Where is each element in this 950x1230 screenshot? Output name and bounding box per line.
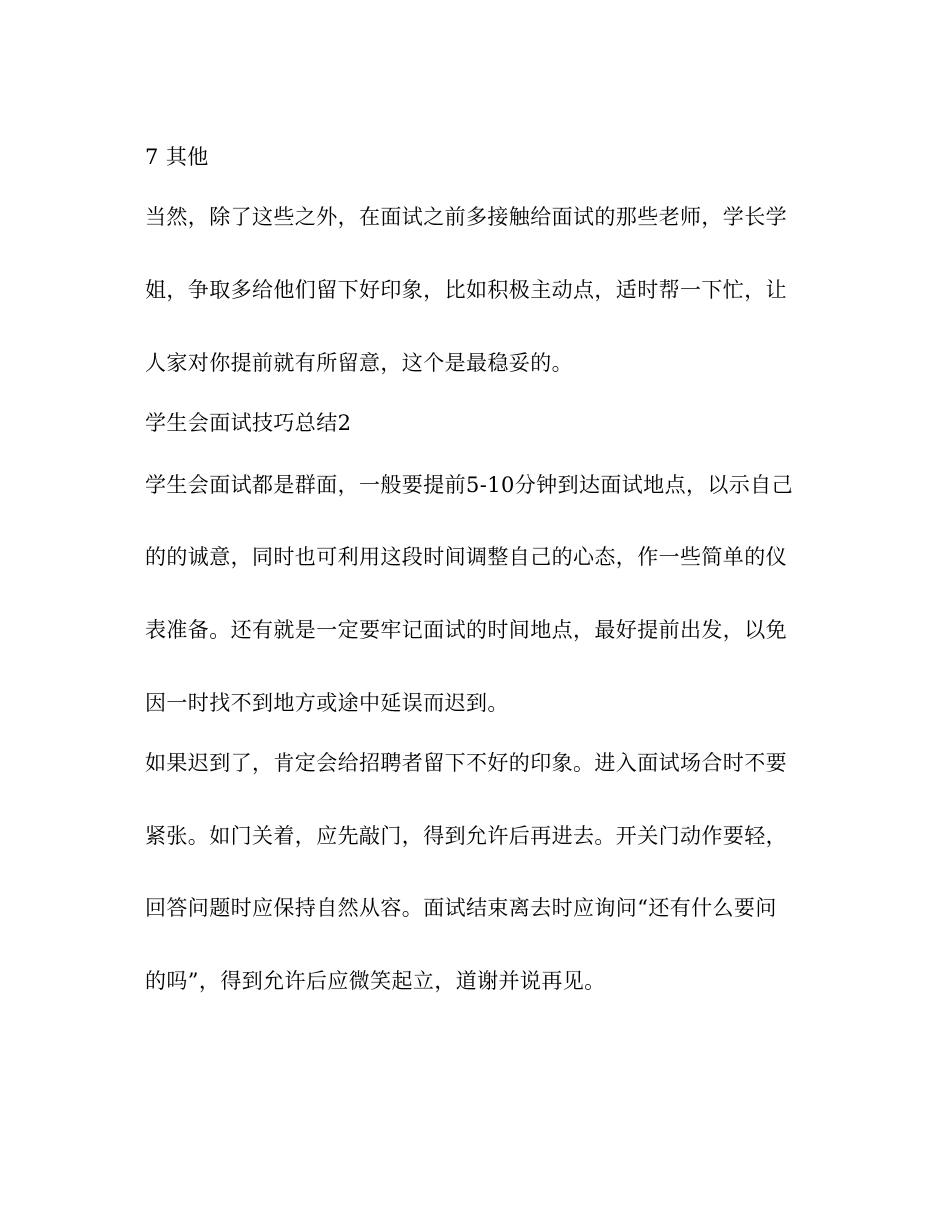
paragraph-line: 学生会面试都是群面，一般要提前5-10分钟到达面试地点，以示自己 [145, 473, 793, 497]
paragraph-line: 表准备。还有就是一定要牢记面试的时间地点，最好提前出发，以免 [145, 618, 787, 642]
paragraph-line: 的吗”，得到允许后应微笑起立，道谢并说再见。 [145, 969, 606, 993]
paragraph-line: 当然，除了这些之外，在面试之前多接触给面试的那些老师，学长学 [145, 205, 787, 229]
paragraph-line: 紧张。如门关着，应先敲门，得到允许后再进去。开关门动作要轻， [145, 824, 787, 848]
paragraph-line: 因一时找不到地方或途中延误而迟到。 [145, 691, 509, 715]
paragraph-line: 如果迟到了，肯定会给招聘者留下不好的印象。进入面试场合时不要 [145, 751, 787, 775]
paragraph-line: 人家对你提前就有所留意，这个是最稳妥的。 [145, 351, 573, 375]
paragraph-line: 的的诚意，同时也可利用这段时间调整自己的心态，作一些简单的仪 [145, 545, 787, 569]
section-heading-7: 7 其他 [145, 145, 209, 169]
section-heading-summary-2: 学生会面试技巧总结2 [145, 411, 352, 435]
paragraph-line: 回答问题时应保持自然从容。面试结束离去时应询问“还有什么要问 [145, 896, 777, 920]
paragraph-line: 姐，争取多给他们留下好印象，比如积极主动点，适时帮一下忙，让 [145, 278, 787, 302]
